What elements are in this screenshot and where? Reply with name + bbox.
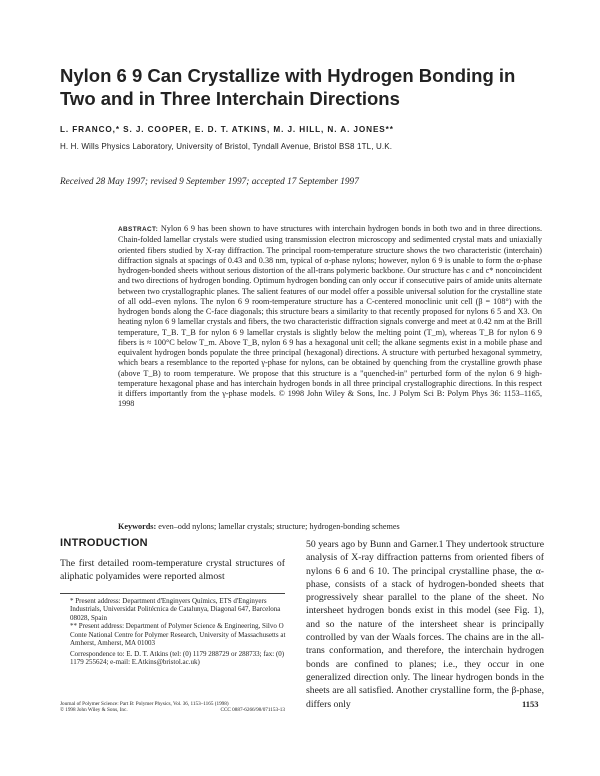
footnote-present-address-2: ** Present address: Department of Polymer Science & Engineering, Silvo O Conte National Centre for Polymer Research, University of Massachusetts at Amherst, Amherst, MA 01003 — [70, 622, 286, 648]
journal-ccc: CCC 0887-6266/98/071153-13 — [220, 707, 285, 714]
keywords-label: Keywords: — [118, 522, 157, 531]
footnote-divider — [60, 593, 285, 594]
footnote-correspondence: Correspondence to: E. D. T. Atkins (tel: (0) 1179 288729 or 288733; fax: (0) 1179 255624; e-mail: E.Atkins@bristol.ac.uk) — [70, 649, 285, 667]
footnote-present-address-1: * Present address: Department d'Enginyers Químics, ETS d'Enginyers Industrials, Universidat Politécnica de Catalunya, Diagonal 647, Barcelona 08028, Spain — [70, 597, 281, 622]
intro-paragraph-right: 50 years ago by Bunn and Garner.1 They undertook structure analysis of X-ray diffraction patterns from oriented fibers of nylons 6 6 and 6 10. The principal crystalline phase, the α-phase, consists of a stack of hydrogen-bonded sheets that progressively shear parallel to the plane of the sheet. No intersheet hydrogen bonds exist in this model (see Fig. 1), and so the nature of the intersheet shear is principally controlled by van der Waals forces. The chains are in the all-trans conformation, and therefore, the interchain hydrogen bonds are confined to planes; i.e., they occur in one generalized direction only. The linear hydrogen bonds in the sheets are all satisfied. Another crystalline form, the β-phase, differs only — [306, 539, 544, 710]
affiliation: H. H. Wills Physics Laboratory, University of Bristol, Tyndall Avenue, Bristol BS8 1TL, U.K. — [60, 142, 393, 151]
article-title: Nylon 6 9 Can Crystallize with Hydrogen Bonding in Two and in Three Interchain Directions — [60, 65, 516, 109]
keywords — [118, 522, 548, 531]
authors: L. FRANCO,* S. J. COOPER, E. D. T. ATKINS, M. J. HILL, N. A. JONES** — [60, 125, 394, 134]
footnotes — [60, 597, 288, 667]
page-number: 1153 — [522, 699, 539, 709]
intro-paragraph-left: The first detailed room-temperature crystal structures of aliphatic polyamides were reported almost — [60, 558, 285, 583]
abstract-label: ABSTRACT: — [118, 226, 159, 233]
journal-copyright-row — [60, 707, 285, 713]
journal-info — [60, 701, 285, 714]
keywords-text: even–odd nylons; lamellar crystals; structure; hydrogen-bonding schemes — [158, 522, 400, 531]
journal-copyright: © 1998 John Wiley & Sons, Inc. — [60, 707, 128, 714]
section-heading-introduction: INTRODUCTION — [60, 537, 148, 549]
journal-citation: Journal of Polymer Science: Part B: Polymer Physics, Vol. 36, 1153–1165 (1998) — [60, 701, 229, 707]
received-dates: Received 28 May 1997; revised 9 September 1997; accepted 17 September 1997 — [60, 177, 359, 187]
abstract — [118, 224, 542, 410]
abstract-text: Nylon 6 9 has been shown to have structures with interchain hydrogen bonds in both two and in three directions. Chain-folded lamellar crystals were studied using transmission electron microscopy and sedimented crystal mats and uniaxially oriented fibers studied by X-ray diffraction. The principal room-temperature structure shows the two characteristic (interchain) diffraction signals at spacings of 0.43 and 0.38 nm, typical of α-phase nylons; however, nylon 6 9 is unable to form the α-phase hydrogen-bonded sheets without serious distortion of the all-trans polymeric backbone. Our structure has c and c* noncoincident and two directions of hydrogen bonding. Optimum hydrogen bonding can only occur if consecutive pairs of amide units alternate between two crystallographic planes. The salient features of our model offer a possible universal solution for the crystalline state of all odd–even nylons. The nylon 6 9 room-temperature structure has a C-centered monoclinic unit cell (β = 108°) with the hydrogen bonds along the C-face diagonals; this structure bears a similarity to that recently proposed for nylons 6 5 and X3. On heating nylon 6 9 lamellar crystals and fibers, the two characteristic diffraction signals converge and meet at 0.42 nm at the Brill temperature, T_B. T_B for nylon 6 9 lamellar crystals is slightly below the melting point (T_m), whereas T_B for nylon 6 9 fibers is ≈ 100°C below T_m. Above T_B, nylon 6 9 has a hexagonal unit cell; the alkane segments exist in a mobile phase and equivalent hydrogen bonds populate the three principal (hexagonal) directions. A structure with perturbed hexagonal symmetry, which bears a resemblance to the reported γ-phase for nylons, can be obtained by quenching from the crystalline growth phase (above T_B) to room temperature. We propose that this structure is a "quenched-in" perturbed form of the nylon 6 9 high-temperature hexagonal phase and has interchain hydrogen bonds in all three principal crystallographic directions. In this respect it differs importantly from the γ-phase models. © 1998 John Wiley & Sons, Inc. J Polym Sci B: Polym Phys 36: 1153–1165, 1998 — [118, 224, 542, 409]
